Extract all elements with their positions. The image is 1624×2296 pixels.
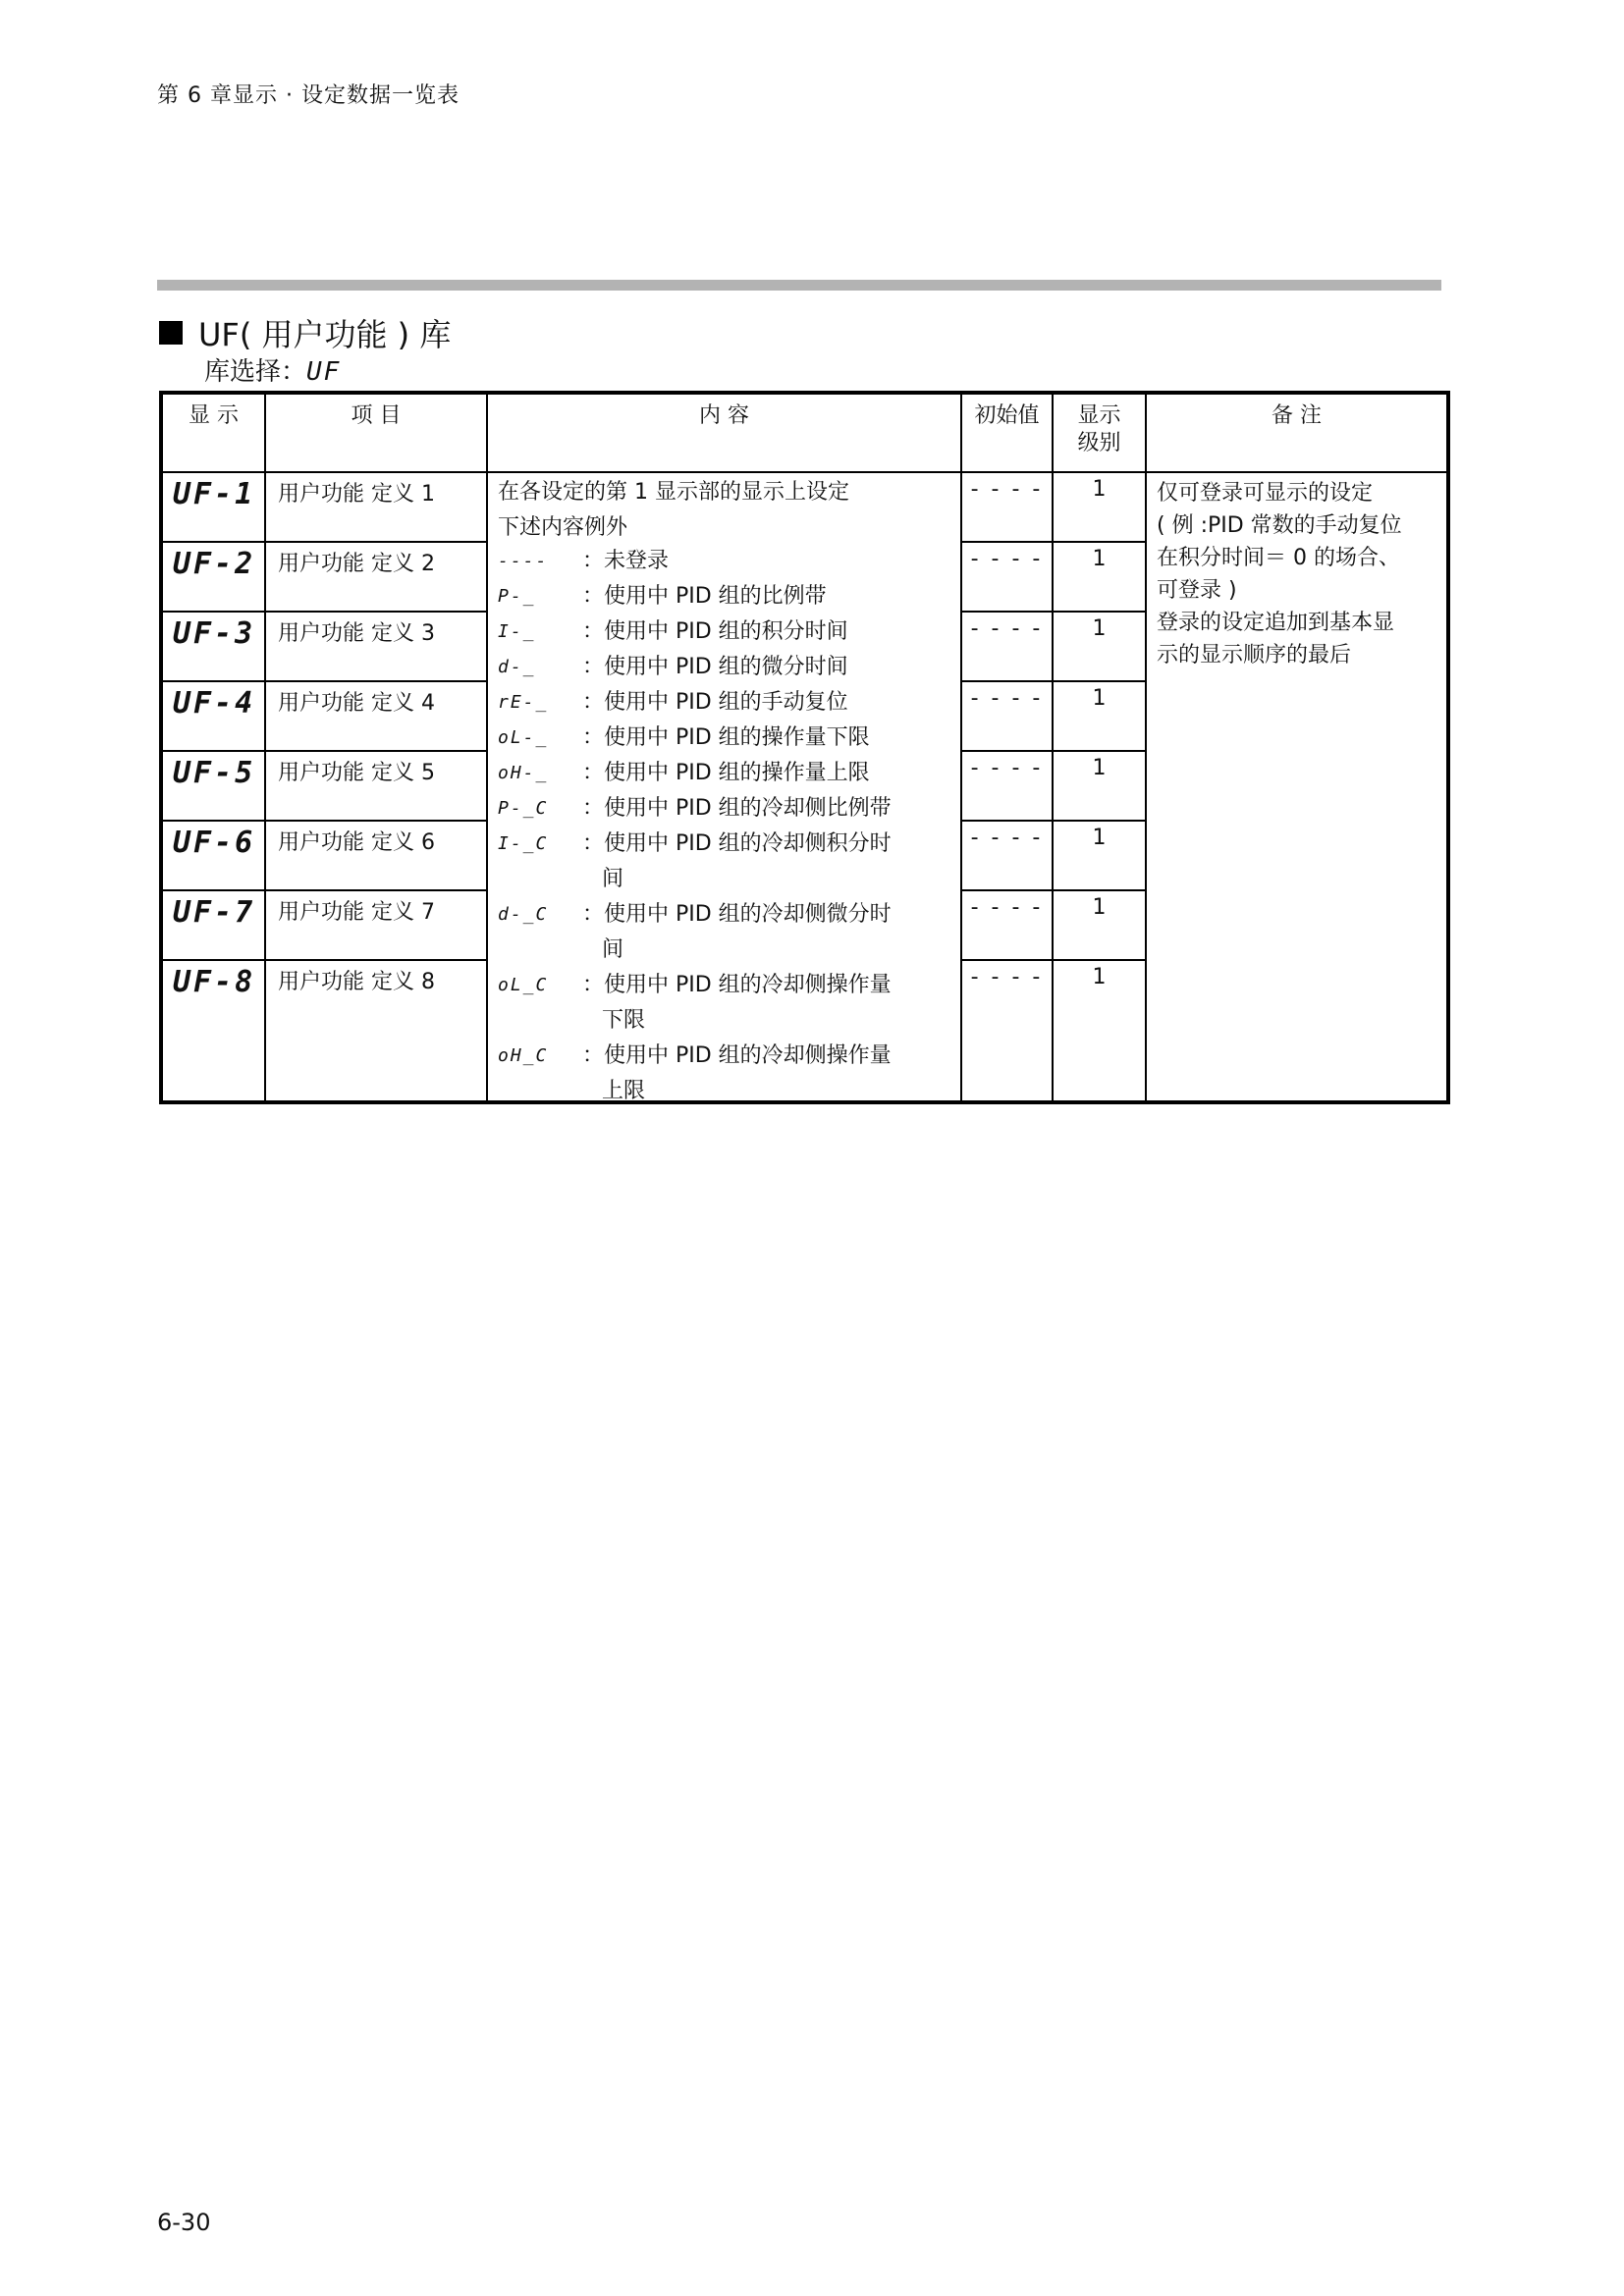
row-item: 用户功能 定义 2 <box>265 542 487 612</box>
note-line: 登录的设定追加到基本显 <box>1157 611 1395 635</box>
content-line <box>498 827 956 862</box>
bank-select-code: UF <box>306 357 342 387</box>
notes-cell <box>1146 472 1448 1102</box>
bank-select-label: 库选择： <box>204 357 307 387</box>
content-code: oH_C <box>498 1045 549 1066</box>
table-row <box>161 472 1448 542</box>
content-intro: 下述内容例外 <box>498 515 628 540</box>
row-item: 用户功能 定义 8 <box>265 960 487 1102</box>
content-line <box>498 756 956 791</box>
row-initial: - - - - <box>961 960 1053 1102</box>
row-item: 用户功能 定义 5 <box>265 751 487 821</box>
content-continuation: 下限 <box>602 1008 646 1033</box>
content-desc: ：使用中 PID 组的手动复位 <box>582 690 848 715</box>
row-level: 1 <box>1053 821 1146 890</box>
bank-select <box>204 351 341 388</box>
content-desc: ：使用中 PID 组的冷却侧积分时 <box>582 831 892 856</box>
content-code: d-_ <box>498 657 536 677</box>
content-line <box>498 650 956 685</box>
row-initial: - - - - <box>961 612 1053 681</box>
content-continuation: 上限 <box>602 1079 646 1103</box>
uf-bank-table <box>159 391 1450 1104</box>
row-level: 1 <box>1053 751 1146 821</box>
row-display: UF-8 <box>161 960 265 1102</box>
row-initial: - - - - <box>961 542 1053 612</box>
content-line <box>498 968 956 1003</box>
row-item: 用户功能 定义 6 <box>265 821 487 890</box>
content-desc: ：使用中 PID 组的冷却侧比例带 <box>582 796 892 821</box>
header-level-line1: 显示 <box>1077 403 1121 428</box>
content-line <box>498 685 956 721</box>
content-line <box>498 614 956 650</box>
row-level: 1 <box>1053 890 1146 960</box>
row-item: 用户功能 定义 4 <box>265 681 487 751</box>
content-code: ---- <box>498 551 549 571</box>
content-line <box>498 1039 956 1074</box>
content-code: I-_ <box>498 621 536 642</box>
content-desc: ：使用中 PID 组的积分时间 <box>582 619 848 644</box>
row-display: UF-4 <box>161 681 265 751</box>
content-line <box>498 544 956 579</box>
header-notes: 备 注 <box>1146 393 1448 472</box>
section-divider <box>157 280 1441 291</box>
row-level: 1 <box>1053 612 1146 681</box>
row-display: UF-3 <box>161 612 265 681</box>
content-desc: ：使用中 PID 组的微分时间 <box>582 655 848 679</box>
row-item: 用户功能 定义 3 <box>265 612 487 681</box>
row-display: UF-6 <box>161 821 265 890</box>
content-code: oH-_ <box>498 763 549 783</box>
content-line <box>498 579 956 614</box>
content-code: P-_C <box>498 798 549 819</box>
row-initial: - - - - <box>961 821 1053 890</box>
row-item: 用户功能 定义 1 <box>265 472 487 542</box>
content-line <box>498 791 956 827</box>
page-number: 6-30 <box>157 2209 211 2236</box>
content-desc: ：使用中 PID 组的操作量下限 <box>582 725 870 750</box>
note-line: 示的显示顺序的最后 <box>1157 643 1352 667</box>
header-item: 项 目 <box>265 393 487 472</box>
row-initial: - - - - <box>961 751 1053 821</box>
header-initial: 初始值 <box>961 393 1053 472</box>
note-line: 可登录 ) <box>1157 578 1237 603</box>
content-line <box>498 897 956 933</box>
content-desc: ：使用中 PID 组的冷却侧操作量 <box>582 973 892 997</box>
row-level: 1 <box>1053 960 1146 1102</box>
content-code: oL_C <box>498 975 549 995</box>
row-initial: - - - - <box>961 890 1053 960</box>
header-display: 显 示 <box>161 393 265 472</box>
note-line: 在积分时间＝ 0 的场合、 <box>1157 546 1400 570</box>
note-line: ( 例 :PID 常数的手动复位 <box>1157 513 1402 538</box>
content-desc: ：未登录 <box>582 549 670 573</box>
content-desc: ：使用中 PID 组的冷却侧微分时 <box>582 902 892 927</box>
content-intro: 在各设定的第 1 显示部的显示上设定 <box>498 480 849 505</box>
row-display: UF-1 <box>161 472 265 542</box>
content-desc: ：使用中 PID 组的冷却侧操作量 <box>582 1043 892 1068</box>
square-bullet-icon <box>159 321 183 345</box>
content-code: P-_ <box>498 586 536 607</box>
content-line <box>498 721 956 756</box>
header-level <box>1053 393 1146 472</box>
content-code: oL-_ <box>498 727 549 748</box>
content-continuation: 间 <box>602 867 624 891</box>
note-line: 仅可登录可显示的设定 <box>1157 481 1374 506</box>
table-header-row <box>161 393 1448 472</box>
content-cell <box>487 472 961 1102</box>
content-code: d-_C <box>498 904 549 925</box>
header-level-line2: 级别 <box>1077 431 1121 455</box>
content-desc: ：使用中 PID 组的操作量上限 <box>582 761 870 785</box>
content-code: rE-_ <box>498 692 549 713</box>
content-code: I-_C <box>498 833 549 854</box>
row-level: 1 <box>1053 472 1146 542</box>
row-display: UF-2 <box>161 542 265 612</box>
row-display: UF-5 <box>161 751 265 821</box>
row-display: UF-7 <box>161 890 265 960</box>
row-initial: - - - - <box>961 472 1053 542</box>
content-desc: ：使用中 PID 组的比例带 <box>582 584 827 609</box>
row-initial: - - - - <box>961 681 1053 751</box>
header-content: 内 容 <box>487 393 961 472</box>
row-item: 用户功能 定义 7 <box>265 890 487 960</box>
row-level: 1 <box>1053 681 1146 751</box>
chapter-header: 第 6 章显示 · 设定数据一览表 <box>157 83 460 108</box>
section-title-text: UF( 用户功能 ) 库 <box>198 316 452 353</box>
row-level: 1 <box>1053 542 1146 612</box>
section-title <box>159 310 451 355</box>
content-continuation: 间 <box>602 937 624 962</box>
